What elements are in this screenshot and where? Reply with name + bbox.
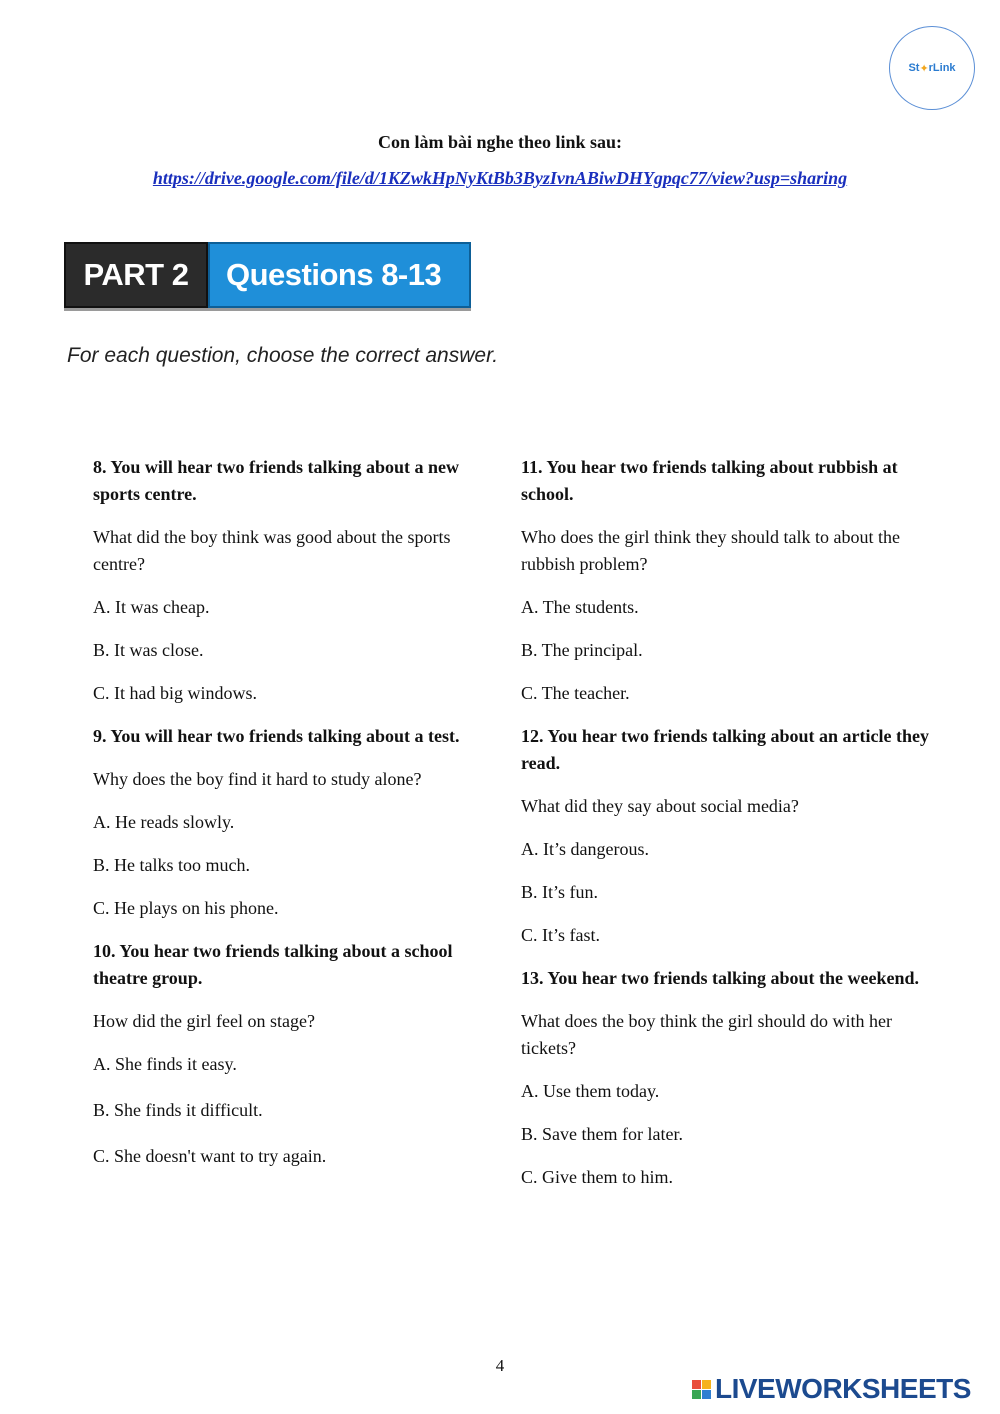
question-title: 12. You hear two friends talking about an article they read. xyxy=(521,726,930,773)
answer-option[interactable]: B. He talks too much. xyxy=(93,855,250,875)
question-prompt: What did the boy think was good about the sports centre? xyxy=(93,527,451,574)
question-title: 11. You hear two friends talking about rubbish at school. xyxy=(521,457,898,504)
answer-option[interactable]: A. It’s dangerous. xyxy=(521,839,649,859)
question-block xyxy=(521,965,933,1191)
answer-option[interactable]: A. Use them today. xyxy=(521,1081,660,1101)
page-number: 4 xyxy=(495,1356,505,1375)
question-block xyxy=(521,454,933,707)
question-prompt: Why does the boy find it hard to study alone? xyxy=(93,769,422,789)
question-prompt: What does the boy think the girl should do with her tickets? xyxy=(521,1011,892,1058)
question-block xyxy=(93,454,505,707)
liveworksheets-brand-text: LIVEWORKSHEETS xyxy=(715,1373,971,1404)
part-label: PART 2 xyxy=(64,242,208,308)
question-title: 9. You will hear two friends talking about a test. xyxy=(93,726,460,746)
answer-option[interactable]: C. It’s fast. xyxy=(521,925,600,945)
answer-option[interactable]: A. The students. xyxy=(521,597,639,617)
liveworksheets-logo xyxy=(692,1373,971,1405)
answer-option[interactable]: C. It had big windows. xyxy=(93,683,257,703)
question-title: 10. You hear two friends talking about a school theatre group. xyxy=(93,941,453,988)
instruction-text: For each question, choose the correct answer. xyxy=(67,344,499,367)
question-prompt: Who does the girl think they should talk to about the rubbish problem? xyxy=(521,527,900,574)
liveworksheets-mark-icon xyxy=(692,1380,711,1399)
logo-star-icon: ✦ xyxy=(919,62,929,75)
questions-right-column xyxy=(521,454,933,1207)
question-block xyxy=(521,723,933,949)
answer-option[interactable]: B. The principal. xyxy=(521,640,643,660)
answer-option[interactable]: A. He reads slowly. xyxy=(93,812,235,832)
logo-text-a: St xyxy=(908,62,920,74)
questions-range-label: Questions 8-13 xyxy=(208,242,471,308)
question-prompt: What did they say about social media? xyxy=(521,796,799,816)
question-title: 13. You hear two friends talking about the weekend. xyxy=(521,968,920,988)
question-block xyxy=(93,723,505,922)
answer-option[interactable]: B. It’s fun. xyxy=(521,882,599,902)
answer-option[interactable]: C. The teacher. xyxy=(521,683,630,703)
answer-option[interactable]: A. She finds it easy. xyxy=(93,1054,237,1074)
answer-option[interactable]: C. He plays on his phone. xyxy=(93,898,279,918)
answer-option[interactable]: B. It was close. xyxy=(93,640,204,660)
answer-option[interactable]: B. She finds it difficult. xyxy=(93,1100,263,1120)
answer-option[interactable]: B. Save them for later. xyxy=(521,1124,683,1144)
part-banner xyxy=(64,242,471,308)
logo-text-b: rLink xyxy=(928,62,956,74)
questions-left-column xyxy=(93,454,505,1189)
question-prompt: How did the girl feel on stage? xyxy=(93,1011,315,1031)
question-title: 8. You will hear two friends talking about a new sports centre. xyxy=(93,457,460,504)
question-block xyxy=(93,938,505,1170)
answer-option[interactable]: C. Give them to him. xyxy=(521,1167,673,1187)
audio-link[interactable]: https://drive.google.com/file/d/1KZwkHpNyKtBb3ByzIvnABiwDHYgpqc77/view?usp=sharing xyxy=(152,168,848,188)
answer-option[interactable]: C. She doesn't want to try again. xyxy=(93,1146,327,1166)
answer-option[interactable]: A. It was cheap. xyxy=(93,597,210,617)
starlink-logo xyxy=(889,26,975,110)
intro-text: Con làm bài nghe theo link sau: xyxy=(377,132,623,152)
